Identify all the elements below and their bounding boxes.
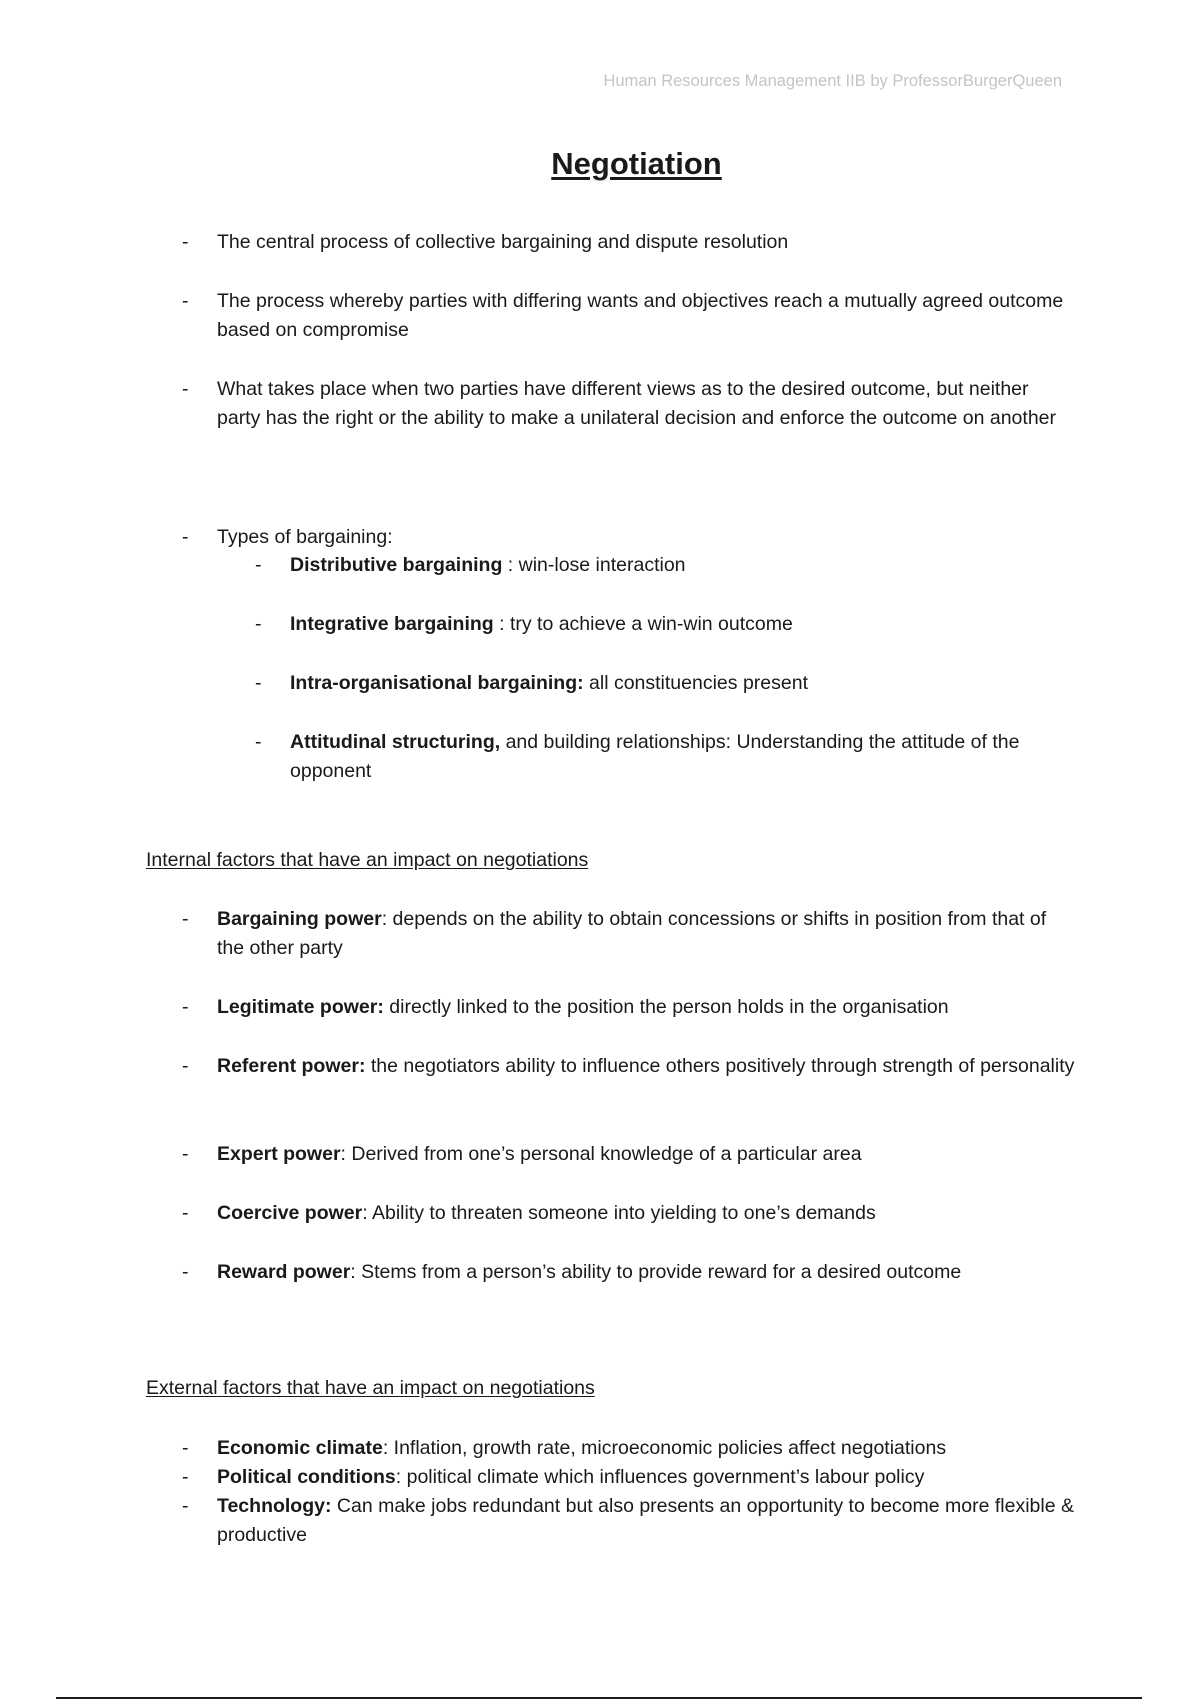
term-description: : win-lose interaction: [502, 554, 686, 576]
list-item: - What takes place when two parties have different views as to the desired outcome, but neither party has the right or the ability to make a unilateral decision and enforce the outcome on another: [217, 375, 1077, 433]
term-label: Technology:: [217, 1495, 332, 1517]
list-item: [290, 669, 1050, 698]
bottom-divider: [56, 1697, 1142, 1699]
term-label: Referent power:: [217, 1055, 366, 1077]
section-heading-internal: Internal factors that have an impact on negotiations: [146, 849, 589, 871]
term-description: : Derived from one’s personal knowledge of a particular area: [340, 1143, 862, 1165]
term-description: the negotiators ability to influence others positively through strength of personality: [365, 1055, 1075, 1077]
list-item: [290, 728, 1050, 786]
term-label: Intra-organisational bargaining:: [290, 672, 584, 694]
list-item: [217, 1492, 1077, 1550]
list-item: [290, 610, 1050, 639]
term-label: Integrative bargaining: [290, 613, 494, 635]
term-label: Economic climate: [217, 1437, 383, 1459]
term-description: directly linked to the position the person holds in the organisation: [383, 996, 949, 1018]
term-description: : depends on the ability to obtain concessions or shifts in position from that of the other party: [217, 908, 1047, 959]
list-item: [217, 905, 1077, 963]
term-description: : Stems from a person’s ability to provide reward for a desired outcome: [350, 1261, 962, 1283]
term-description: : political climate which influences government’s labour policy: [395, 1466, 925, 1488]
term-label: Coercive power: [217, 1202, 363, 1224]
list-item: [217, 1140, 1077, 1169]
list-item: [290, 551, 1050, 580]
term-description: all constituencies present: [583, 672, 808, 694]
term-label: Bargaining power: [217, 908, 382, 930]
term-description: : Ability to threaten someone into yielding to one’s demands: [362, 1202, 876, 1224]
term-description: : try to achieve a win-win outcome: [493, 613, 793, 635]
list-item: [217, 1199, 1077, 1228]
term-description: and building relationships: Understanding the attitude of the opponent: [290, 731, 1020, 782]
term-label: Reward power: [217, 1261, 351, 1283]
list-item: [217, 993, 1077, 1022]
header-note: Human Resources Management IIB by ProfessorBurgerQueen: [603, 72, 1062, 90]
list-item: [217, 1463, 1077, 1492]
list-item: - The process whereby parties with differing wants and objectives reach a mutually agreed outcome based on compromise: [217, 287, 1077, 345]
list-item: [217, 1052, 1077, 1081]
term-description: : Inflation, growth rate, microeconomic policies affect negotiations: [382, 1437, 947, 1459]
term-label: Attitudinal structuring,: [290, 731, 501, 753]
term-label: Expert power: [217, 1143, 341, 1165]
list-item: [217, 1434, 1077, 1463]
list-item: - Types of bargaining:: [217, 523, 1077, 552]
list-item: [217, 1258, 1077, 1287]
list-item: - The central process of collective bargaining and dispute resolution: [217, 228, 1077, 257]
section-heading-external: External factors that have an impact on negotiations: [146, 1377, 595, 1399]
term-label: Political conditions: [217, 1466, 396, 1488]
term-label: Distributive bargaining: [290, 554, 503, 576]
term-label: Legitimate power:: [217, 996, 384, 1018]
page-title: Negotiation: [551, 146, 722, 181]
term-description: Can make jobs redundant but also presents an opportunity to become more flexible & productive: [217, 1495, 1074, 1546]
